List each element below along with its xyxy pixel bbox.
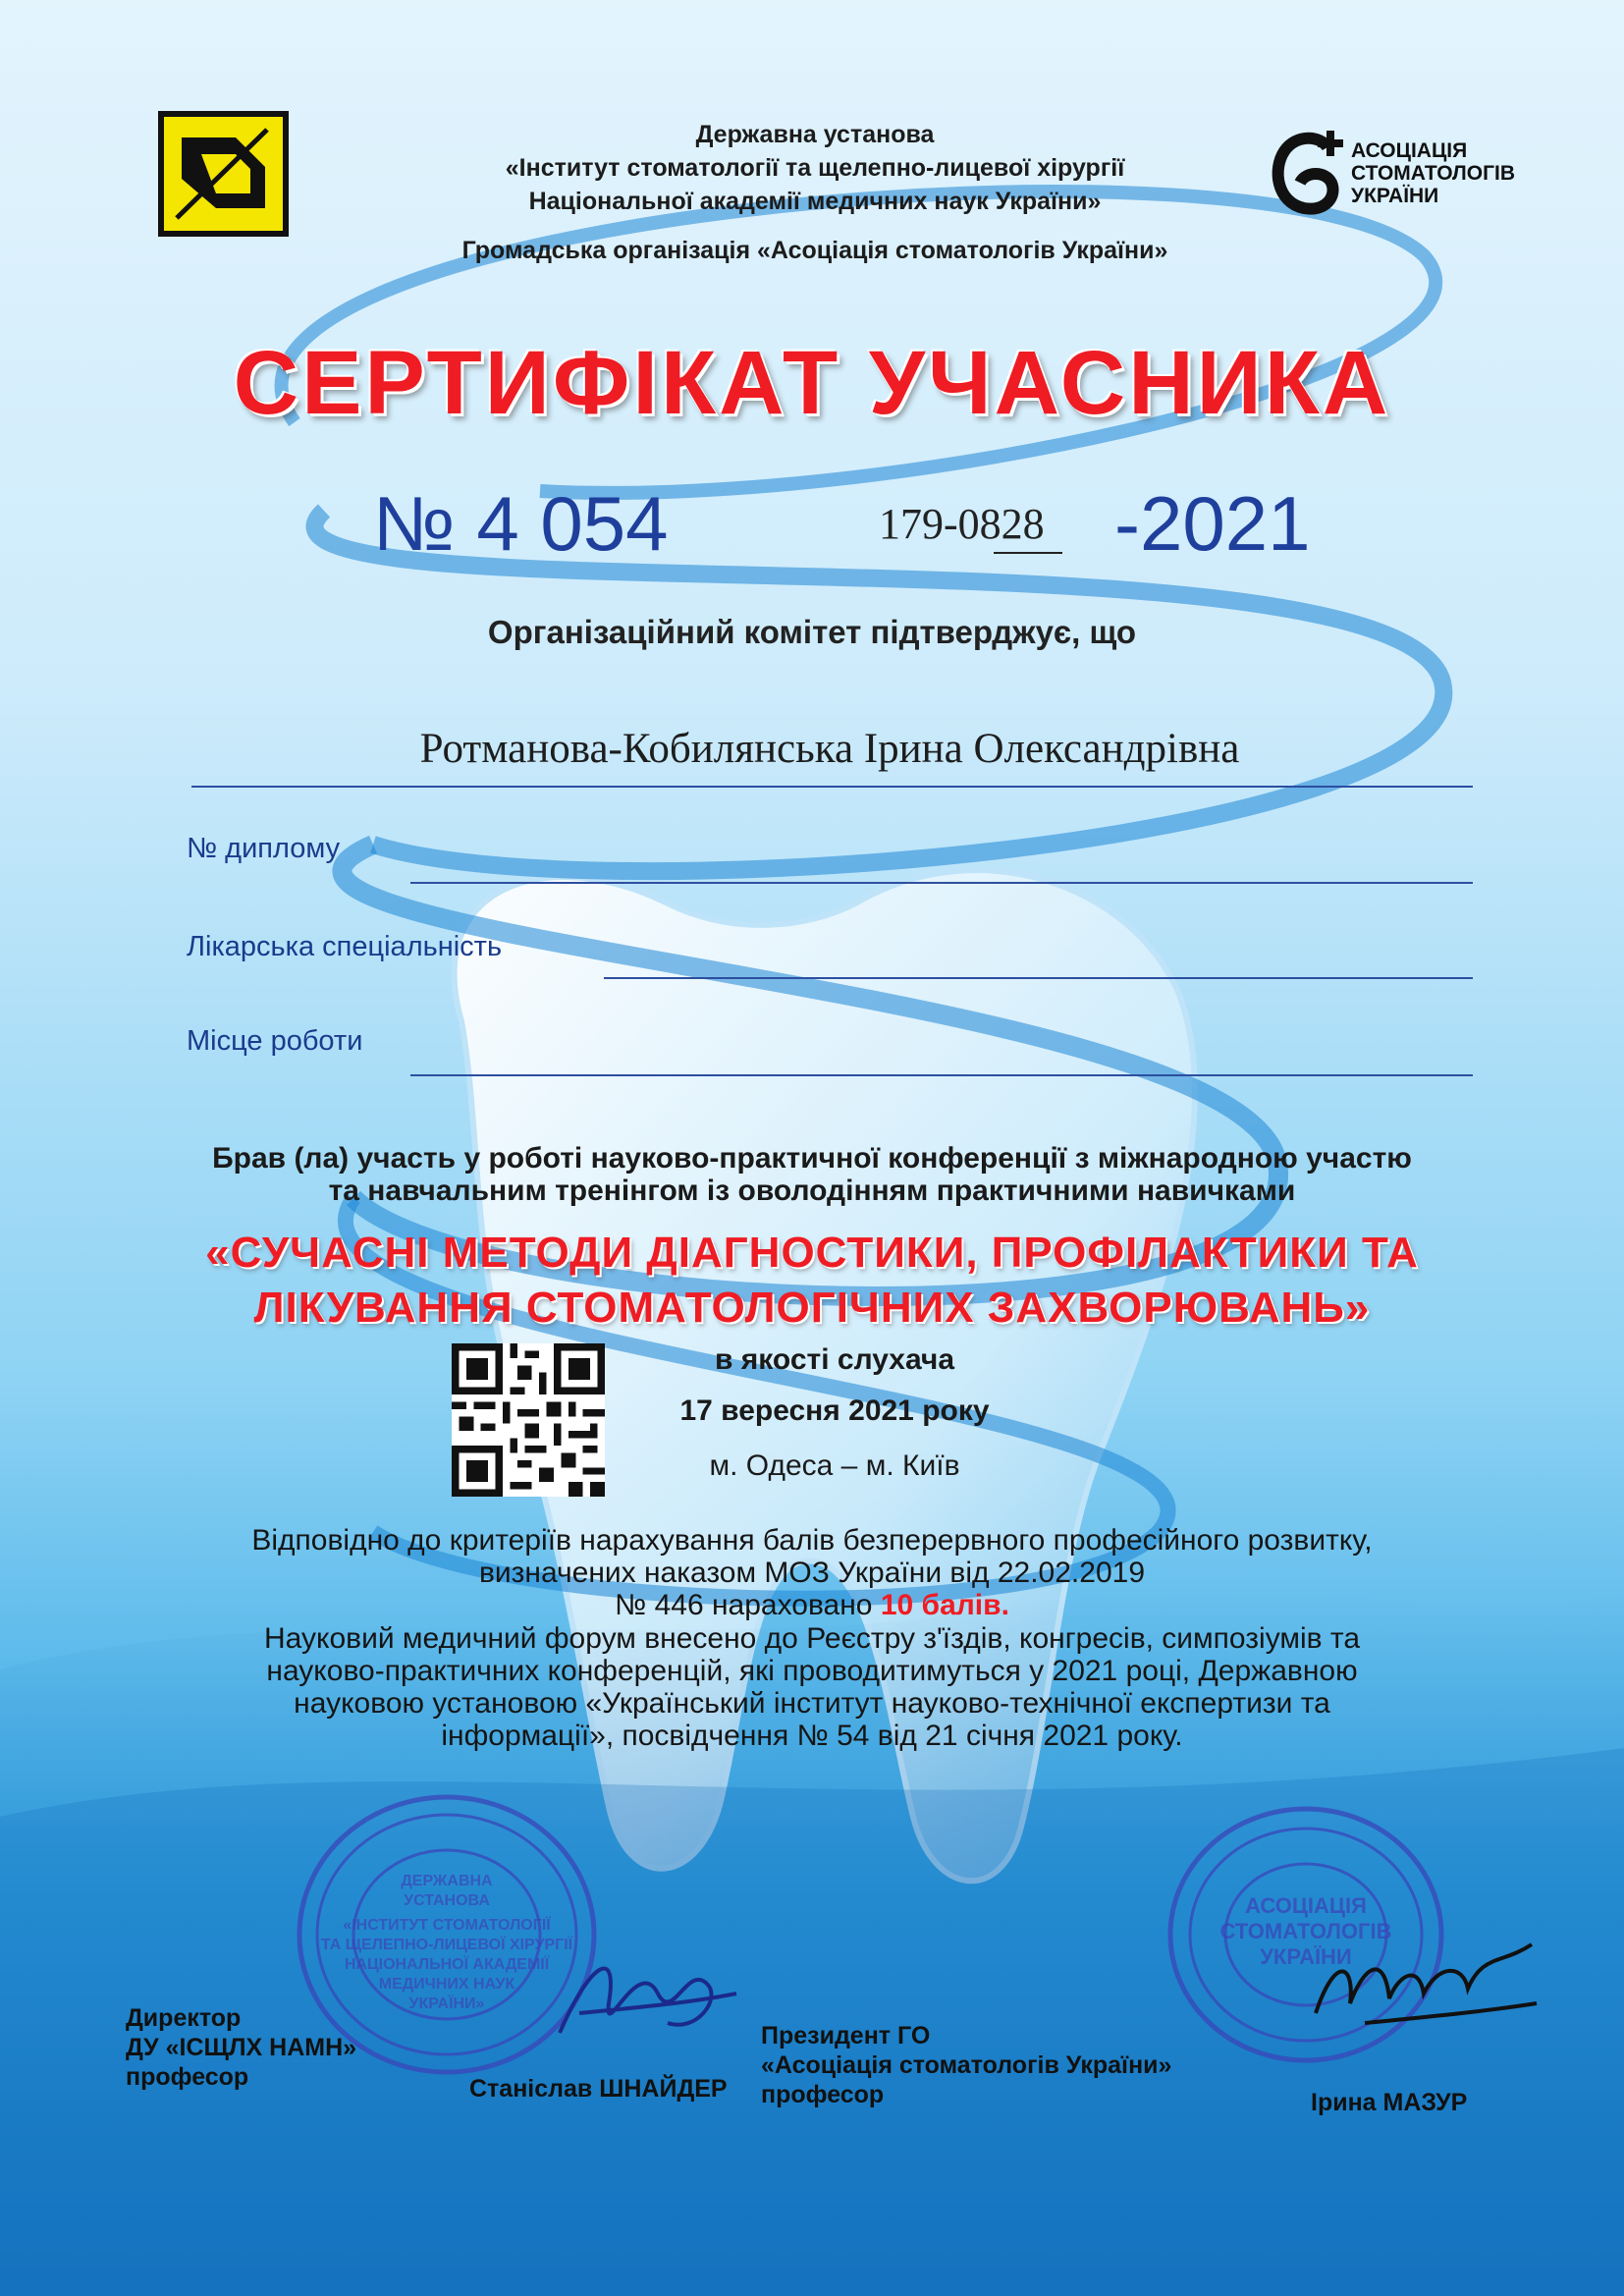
event-place: м. Одеса – м. Київ	[709, 1449, 960, 1482]
criteria-text	[98, 1524, 1526, 1621]
diploma-line	[410, 882, 1473, 884]
svg-text:АСОЦІАЦІЯ: АСОЦІАЦІЯ	[1245, 1893, 1367, 1918]
conference-title	[59, 1226, 1565, 1336]
left-signatory-title-3: професор	[126, 2063, 249, 2091]
specialty-label: Лікарська спеціальність	[187, 931, 503, 962]
event-date: 17 вересня 2021 року	[679, 1394, 990, 1427]
forum-line-1: Науковий медичний форум внесено до Реєстру з'їздів, конгресів, симпозіумів та	[263, 1622, 1361, 1655]
left-signatory-titles	[126, 2003, 356, 2092]
forum-line-3: науковою установою «Український інститут науково-технічної експертизи та	[294, 1687, 1330, 1720]
participation-line-1: Брав (ла) участь у роботі науково-практичної конференції з міжнародною участю	[212, 1142, 1412, 1175]
role-text: в якості слухача	[715, 1343, 954, 1376]
workplace-line	[410, 1074, 1473, 1076]
number-underline	[994, 552, 1062, 554]
left-signatory-title-1: Директор	[126, 2004, 242, 2032]
left-signatory-title-2: ДУ «ІСЩЛХ НАМН»	[126, 2034, 357, 2061]
diploma-label: № диплому	[187, 833, 341, 864]
criteria-line-2: визначених наказом МОЗ України від 22.02.2019	[478, 1557, 1146, 1589]
left-signatory-name: Станіслав ШНАЙДЕР	[469, 2075, 728, 2103]
svg-text:НАЦІОНАЛЬНОЇ АКАДЕМІЇ: НАЦІОНАЛЬНОЇ АКАДЕМІЇ	[344, 1956, 550, 1973]
certificate-number-year: -2021	[1114, 480, 1311, 567]
participant-name: Ротманова-Кобилянська Ірина Олександрівна	[419, 726, 1240, 772]
right-signatory-title-2: «Асоціація стоматологів України»	[761, 2051, 1172, 2079]
right-signatory-titles	[761, 2021, 1171, 2109]
association-logo-line-2: СТОМАТОЛОГІВ	[1351, 162, 1515, 185]
criteria-line-3	[98, 1589, 1526, 1621]
svg-text:УКРАЇНИ: УКРАЇНИ	[1260, 1944, 1352, 1969]
workplace-label: Місце роботи	[187, 1025, 363, 1057]
association-logo	[1267, 126, 1542, 224]
criteria-line-1: Відповідно до критеріїв нарахування балів безперервного професійного розвитку,	[251, 1524, 1373, 1557]
svg-text:«ІНСТИТУТ СТОМАТОЛОГІЇ: «ІНСТИТУТ СТОМАТОЛОГІЇ	[343, 1917, 551, 1934]
forum-line-4: інформації», посвідчення № 54 від 21 січня 2021 року.	[441, 1720, 1183, 1752]
confirm-text: Організаційний комітет підтверджує, що	[487, 614, 1137, 650]
institution-line-1: Державна установа	[695, 121, 935, 148]
criteria-points: 10 балів.	[880, 1589, 1009, 1621]
association-logo-icon	[1267, 126, 1355, 220]
svg-text:МЕДИЧНИХ НАУК: МЕДИЧНИХ НАУК	[378, 1976, 515, 1993]
forum-line-2: науково-практичних конференцій, які проводитимуться у 2021 році, Державною	[266, 1655, 1358, 1687]
left-signature	[550, 1925, 746, 2062]
qr-code-icon	[452, 1343, 605, 1497]
criteria-line-3-prefix: № 446 нараховано	[615, 1589, 881, 1621]
participation-line-2: та навчальним тренінгом із оволодінням практичними навичками	[328, 1175, 1296, 1207]
right-signatory-title-3: професор	[761, 2081, 885, 2108]
certificate-title: СЕРТИФІКАТ УЧАСНИКА	[233, 333, 1391, 433]
certificate-number: № 4 054	[373, 480, 669, 567]
forum-text	[98, 1622, 1526, 1752]
institution-line-3: Національної академії медичних наук України»	[528, 188, 1102, 215]
participation-text	[118, 1142, 1506, 1207]
right-signatory-name: Ірина МАЗУР	[1311, 2089, 1468, 2116]
institution-header	[393, 118, 1237, 218]
association-logo-line-1: АСОЦІАЦІЯ	[1351, 139, 1468, 162]
svg-text:УСТАНОВА: УСТАНОВА	[404, 1892, 490, 1909]
association-logo-line-3: УКРАЇНИ	[1351, 185, 1439, 207]
specialty-line	[604, 977, 1473, 979]
conference-title-line-1: «СУЧАСНІ МЕТОДИ ДІАГНОСТИКИ, ПРОФІЛАКТИКИ ТА	[205, 1229, 1419, 1277]
right-signatory-title-1: Президент ГО	[761, 2022, 931, 2050]
svg-text:УКРАЇНИ»: УКРАЇНИ»	[408, 1995, 485, 2012]
certificate-number-mid: 179-0828	[879, 500, 1045, 548]
ngo-line: Громадська організація «Асоціація стоматологів України»	[461, 237, 1168, 264]
svg-text:ТА ЩЕЛЕПНО-ЛИЦЕВОЇ ХІРУРГІЇ: ТА ЩЕЛЕПНО-ЛИЦЕВОЇ ХІРУРГІЇ	[320, 1937, 573, 1953]
institution-line-2: «Інститут стоматології та щелепно-лицевої хірургії	[505, 154, 1125, 182]
svg-text:СТОМАТОЛОГІВ: СТОМАТОЛОГІВ	[1219, 1919, 1392, 1943]
conference-title-line-2: ЛІКУВАННЯ СТОМАТОЛОГІЧНИХ ЗАХВОРЮВАНЬ»	[253, 1284, 1371, 1332]
institute-logo-icon	[157, 110, 290, 238]
name-underline	[191, 786, 1473, 788]
svg-text:ДЕРЖАВНА: ДЕРЖАВНА	[401, 1873, 493, 1889]
right-signature	[1306, 1925, 1542, 2043]
